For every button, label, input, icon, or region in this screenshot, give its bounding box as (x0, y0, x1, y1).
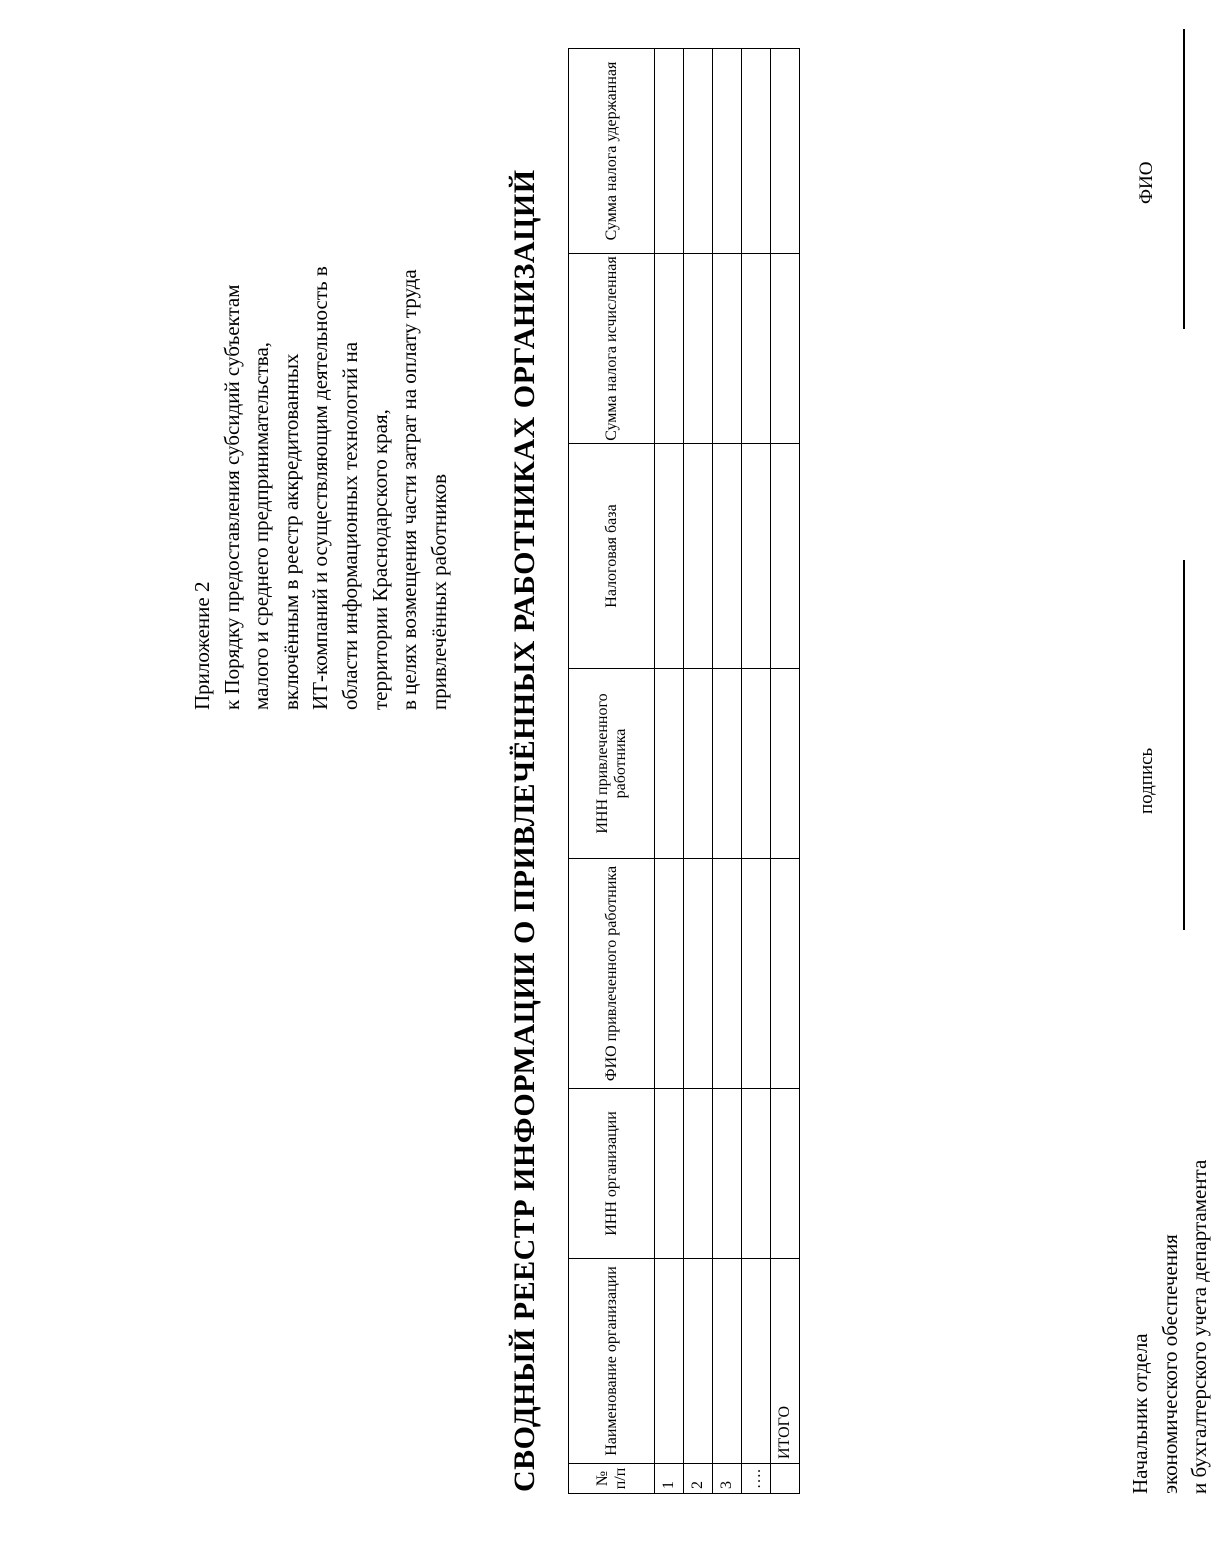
table-cell[interactable] (684, 254, 713, 444)
table-cell[interactable] (655, 49, 684, 254)
table-cell[interactable] (684, 1089, 713, 1259)
signatory-position (1126, 1160, 1215, 1494)
table-cell[interactable] (713, 859, 742, 1089)
appendix-line: малого и среднего предпринимательства, (249, 341, 274, 710)
table-cell[interactable] (713, 254, 742, 444)
position-line: Начальник отдела (1128, 1333, 1152, 1494)
row-number: 3 (713, 1464, 742, 1494)
table-cell[interactable] (713, 49, 742, 254)
table-cell (771, 1464, 800, 1494)
table-row (742, 49, 771, 1494)
table-cell[interactable] (771, 49, 800, 254)
table-cell[interactable] (742, 444, 771, 669)
signature-label: подпись (1136, 747, 1157, 814)
column-header-tax-base: Налоговая база (569, 444, 655, 669)
appendix-line: включённым в реестр аккредитованных (278, 353, 303, 710)
row-number: …. (742, 1464, 771, 1494)
table-cell[interactable] (771, 254, 800, 444)
appendix-line: территории Краснодарского края, (367, 409, 392, 710)
table-cell[interactable] (713, 1259, 742, 1464)
register-table (568, 48, 800, 1494)
appendix-line: области информационных технологий на (337, 341, 362, 710)
table-cell[interactable] (742, 1089, 771, 1259)
table-cell[interactable] (713, 669, 742, 859)
appendix-line: в целях возмещения части затрат на оплату труда (397, 269, 422, 710)
table-cell[interactable] (713, 444, 742, 669)
table-cell[interactable] (655, 254, 684, 444)
table-cell[interactable] (684, 859, 713, 1089)
table-cell[interactable] (771, 859, 800, 1089)
appendix-line: ИТ-компаний и осуществляющим деятельность в (308, 266, 333, 710)
table-row (655, 49, 684, 1494)
table-cell[interactable] (771, 444, 800, 669)
position-line: экономического обеспечения (1157, 1234, 1182, 1494)
table-cell[interactable] (742, 254, 771, 444)
table-header-row (569, 49, 655, 1494)
table-cell[interactable] (742, 49, 771, 254)
table-cell[interactable] (655, 669, 684, 859)
table-cell[interactable] (684, 1259, 713, 1464)
table-total-row (771, 49, 800, 1494)
table-cell[interactable] (655, 1089, 684, 1259)
table-cell[interactable] (771, 669, 800, 859)
total-label: ИТОГО (771, 1259, 800, 1464)
name-line (1183, 29, 1185, 329)
column-header-tax-calculated: Сумма налога исчисленная (569, 254, 655, 444)
table-cell[interactable] (771, 1089, 800, 1259)
column-header-org-name: Наименование организации (569, 1259, 655, 1464)
table-cell[interactable] (655, 444, 684, 669)
column-header-org-inn: ИНН организации (569, 1089, 655, 1259)
table-cell[interactable] (713, 1089, 742, 1259)
appendix-line: к Порядку предоставления субсидий субъектам (219, 284, 244, 710)
position-line: и бухгалтерского учета департамента (1187, 1159, 1212, 1494)
table-row (684, 49, 713, 1494)
table-cell[interactable] (684, 49, 713, 254)
signature-line (1183, 560, 1185, 930)
name-label: ФИО (1136, 161, 1157, 204)
appendix-block (188, 50, 454, 710)
appendix-line: Приложение 2 (190, 581, 214, 710)
column-header-tax-withheld: Сумма налога удержанная (569, 49, 655, 254)
table-cell[interactable] (742, 669, 771, 859)
table-cell[interactable] (655, 859, 684, 1089)
column-header-number: № п/п (569, 1464, 655, 1494)
row-number: 2 (684, 1464, 713, 1494)
table-cell[interactable] (655, 1259, 684, 1464)
document-title: СВОДНЫЙ РЕЕСТР ИНФОРМАЦИИ О ПРИВЛЕЧЁННЫХ РАБОТНИКАХ ОРГАНИЗАЦИЙ (508, 169, 541, 1492)
appendix-line: привлечённых работников (426, 473, 451, 710)
table-cell[interactable] (684, 444, 713, 669)
table-cell[interactable] (684, 669, 713, 859)
row-number: 1 (655, 1464, 684, 1494)
signature-block (1126, 34, 1216, 1494)
column-header-employee-name: ФИО привлеченного работника (569, 859, 655, 1089)
column-header-employee-inn: ИНН привлеченного работника (569, 669, 655, 859)
table-cell[interactable] (742, 1259, 771, 1464)
table-row (713, 49, 742, 1494)
table-cell[interactable] (742, 859, 771, 1089)
